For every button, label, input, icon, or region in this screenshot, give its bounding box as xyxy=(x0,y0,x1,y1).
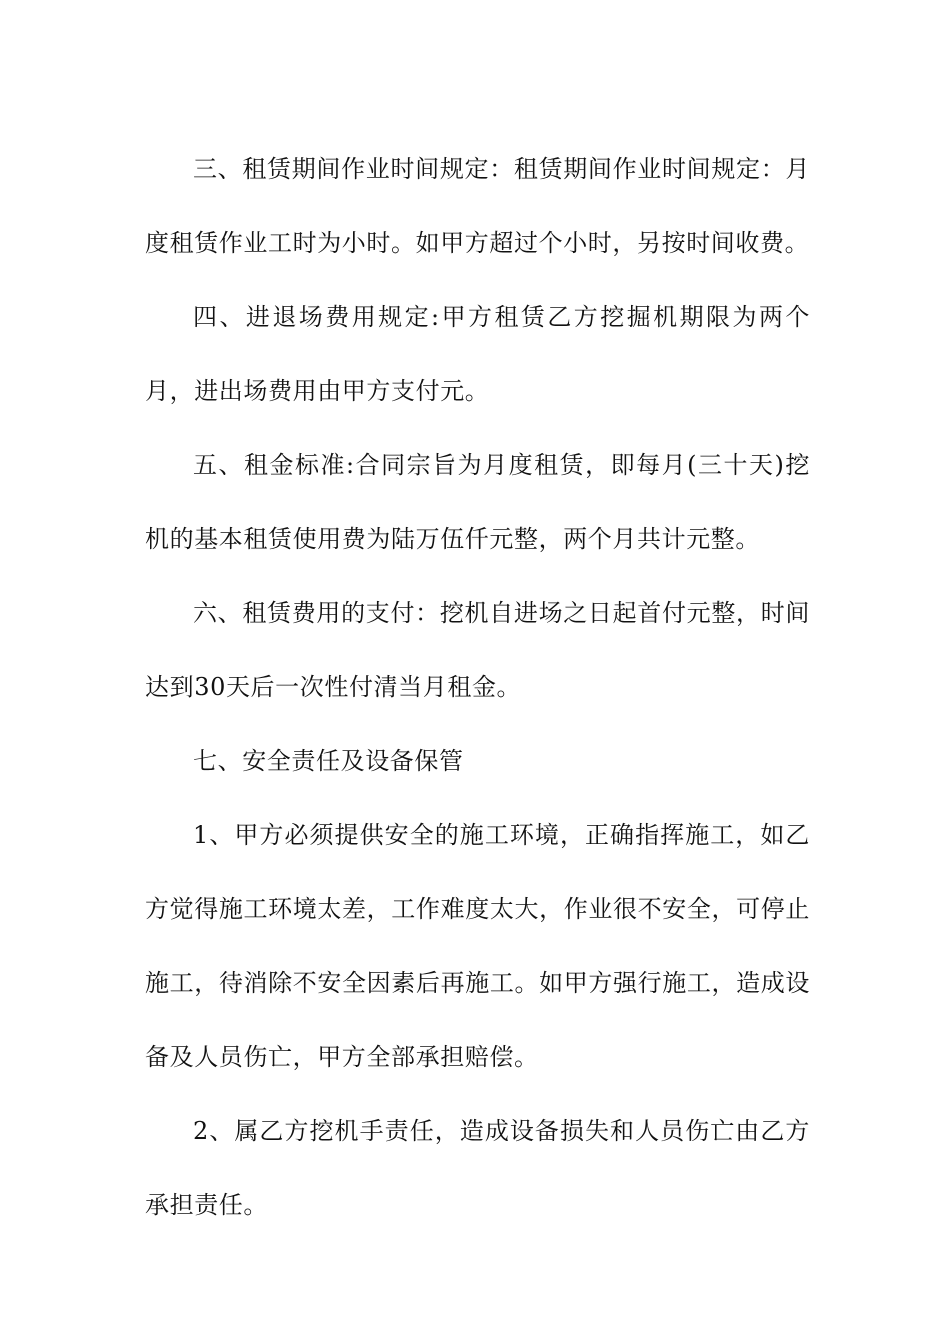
clause-7-item-1: 1、甲方必须提供安全的施工环境，正确指挥施工，如乙方觉得施工环境太差，工作难度太大，作业很不安全，可停止施工，待消除不安全因素后再施工。如甲方强行施工，造成设备及人员伤亡，甲方全部承担赔偿。 xyxy=(145,821,810,1071)
clause-7-item-2: 2、属乙方挖机手责任，造成设备损失和人员伤亡由乙方承担责任。 xyxy=(145,1117,810,1219)
clause-3-working-hours: 三、租赁期间作业时间规定：租赁期间作业时间规定：月度租赁作业工时为小时。如甲方超过个小时，另按时间收费。 xyxy=(145,155,810,257)
clause-6-payment: 六、租赁费用的支付：挖机自进场之日起首付元整，时间达到30天后一次性付清当月租金。 xyxy=(145,599,810,701)
clause-7-heading: 七、安全责任及设备保管 xyxy=(193,747,464,775)
document-body xyxy=(145,132,810,1242)
clause-5-rent-standard: 五、租金标准:合同宗旨为月度租赁，即每月(三十天)挖机的基本租赁使用费为陆万伍仟元整，两个月共计元整。 xyxy=(145,451,810,553)
clause-4-entry-exit-fees: 四、进退场费用规定:甲方租赁乙方挖掘机期限为两个月，进出场费用由甲方支付元。 xyxy=(145,303,810,405)
